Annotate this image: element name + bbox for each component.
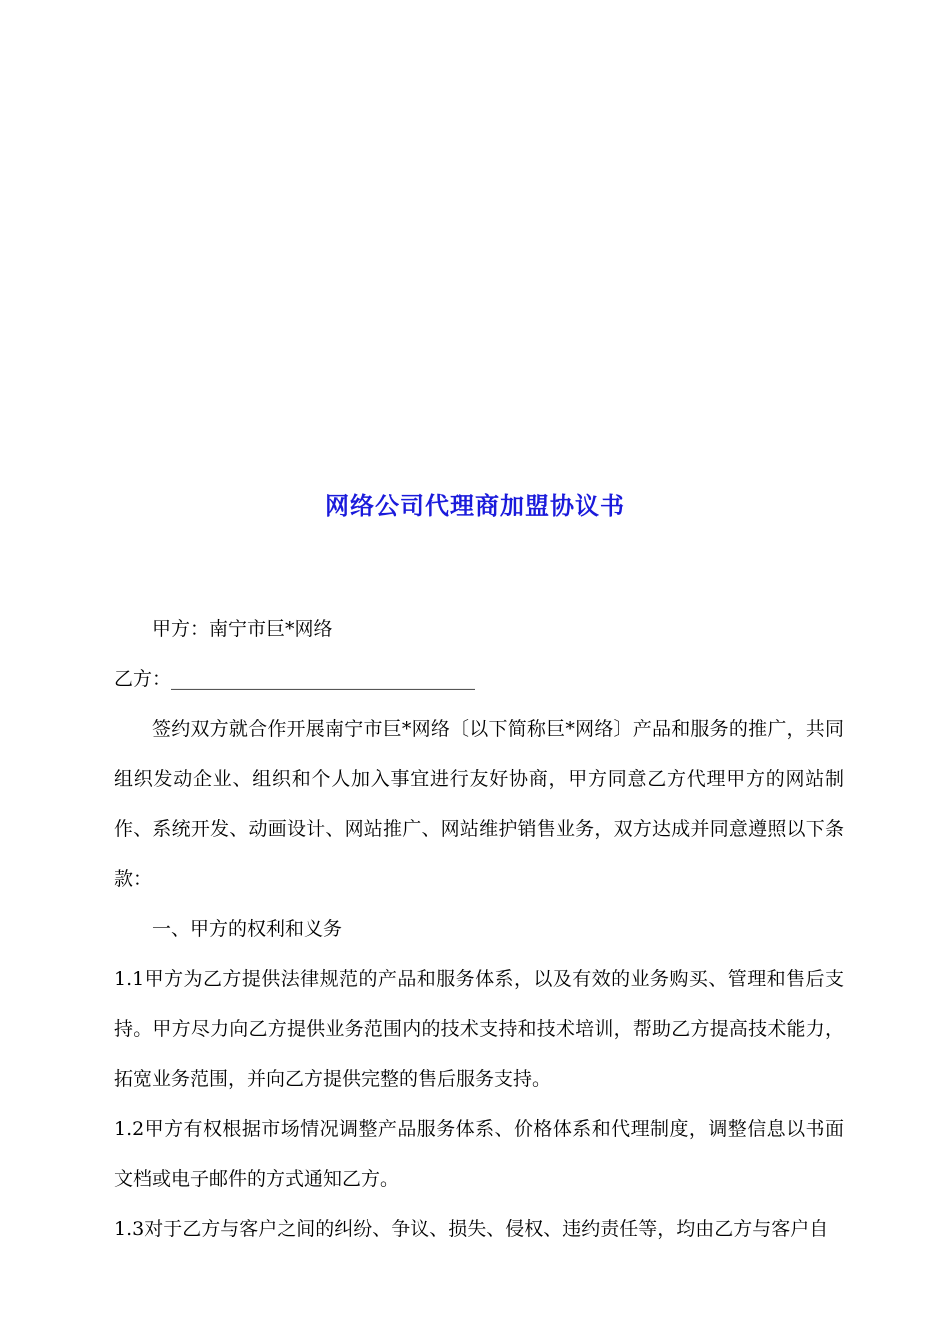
document-body [114,604,844,1254]
clause-1-1: 1.1甲方为乙方提供法律规范的产品和服务体系，以及有效的业务购买、管理和售后支持。甲方尽力向乙方提供业务范围内的技术支持和技术培训，帮助乙方提高技术能力，拓宽业务范围，并向乙方提供完整的售后服务支持。 [114,968,844,1090]
party-a-line: 甲方：南宁市巨*网络 [152,618,333,640]
party-b-blank: ________________________________ [171,668,476,690]
party-b-line [114,654,844,704]
clause-1-2: 1.2甲方有权根据市场情况调整产品服务体系、价格体系和代理制度，调整信息以书面文档或电子邮件的方式通知乙方。 [114,1118,844,1190]
document-title: 网络公司代理商加盟协议书 [325,492,625,520]
section-1-heading: 一、甲方的权利和义务 [152,918,343,940]
party-b-label: 乙方： [114,668,172,690]
intro-paragraph: 签约双方就合作开展南宁市巨*网络〔以下简称巨*网络〕产品和服务的推广，共同组织发动企业、组织和个人加入事宜进行友好协商，甲方同意乙方代理甲方的网站制作、系统开发、动画设计、网站推广、网站维护销售业务，双方达成并同意遵照以下条款： [114,718,844,890]
clause-1-3: 1.3对于乙方与客户之间的纠纷、争议、损失、侵权、违约责任等，均由乙方与客户自 [114,1218,829,1240]
